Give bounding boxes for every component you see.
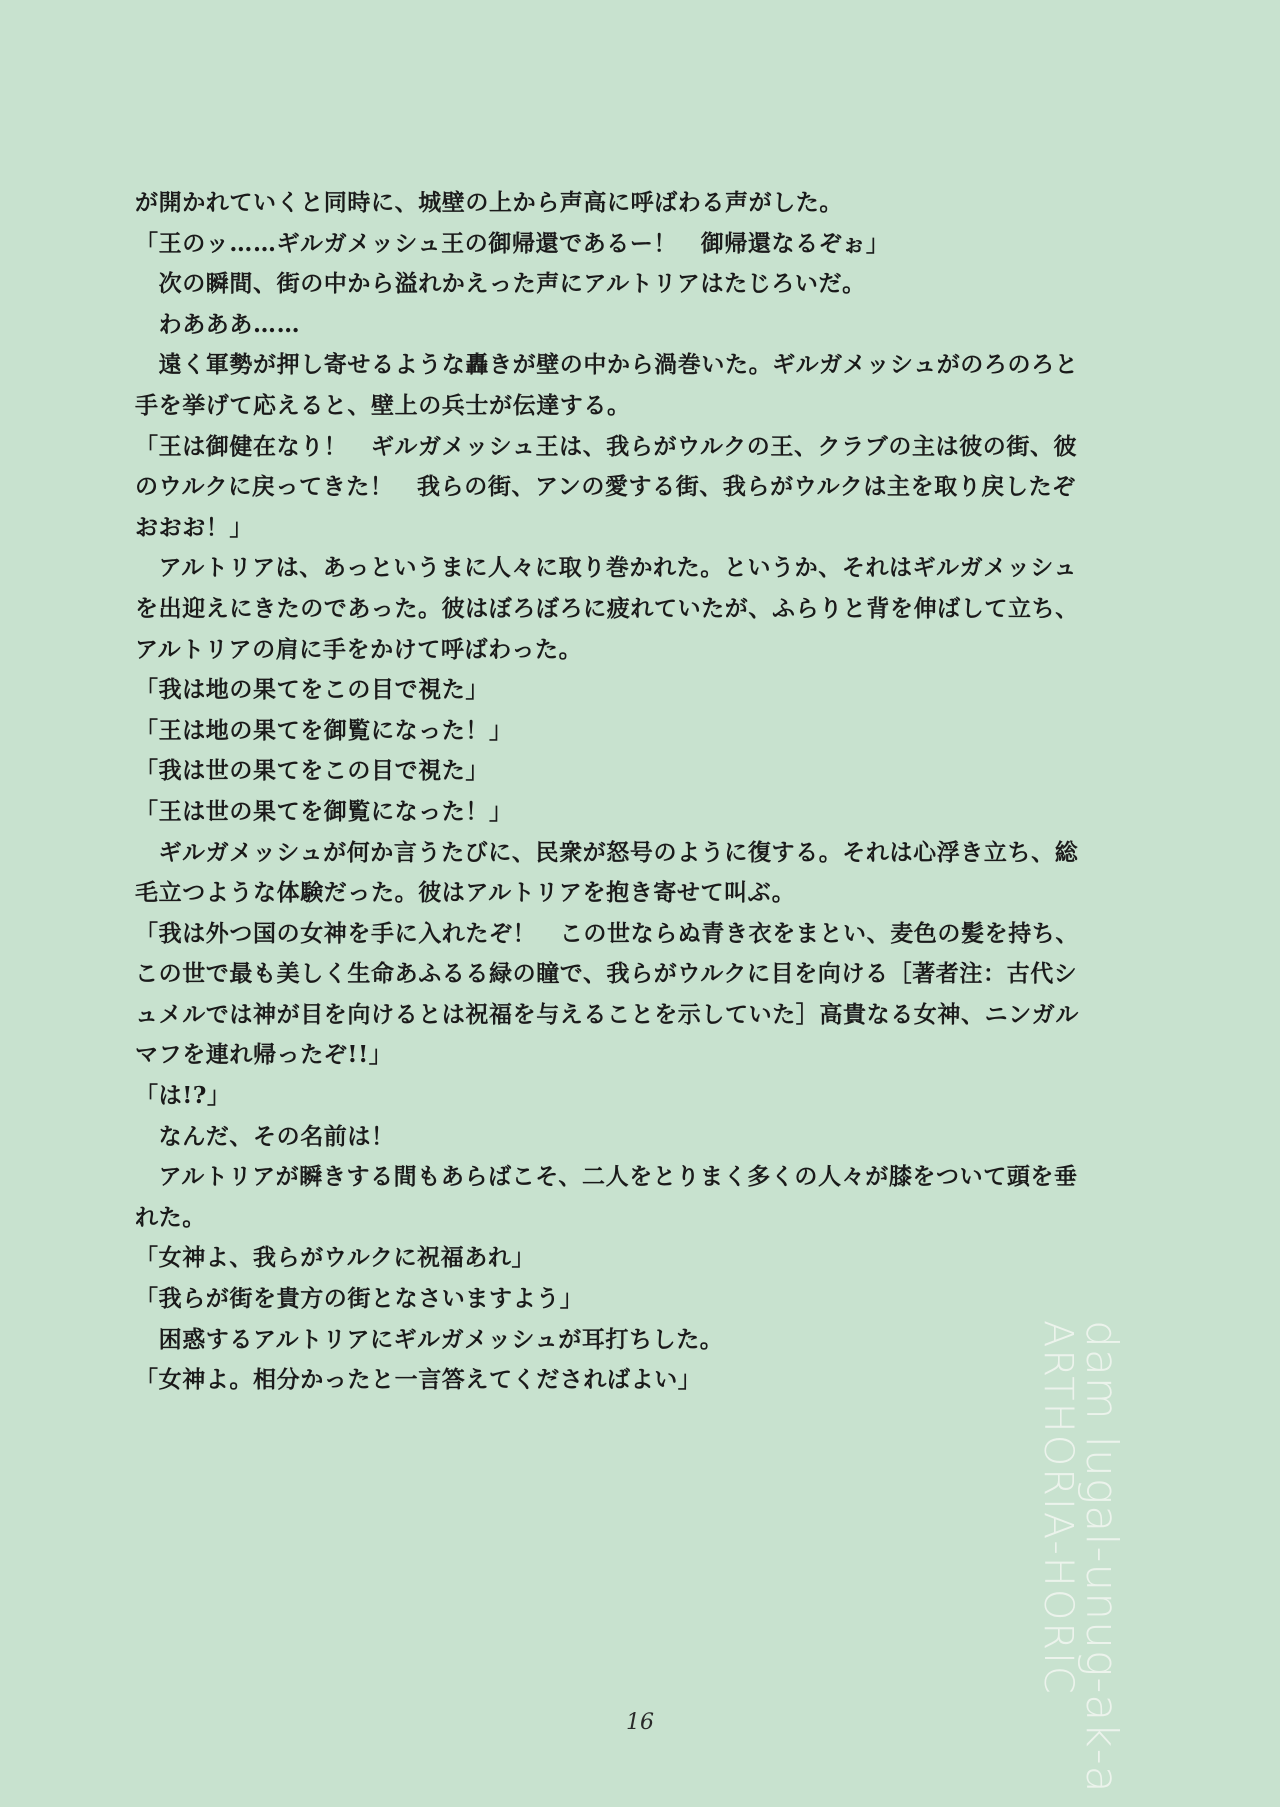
text-line: 「我は世の果てをこの目で視た」 [135, 757, 489, 785]
text-line: アルトリアの肩に手をかけて呼ばわった。 [135, 635, 583, 663]
text-line: アルトリアが瞬きする間もあらばこそ、二人をとりまく多くの人々が膝をついて頭を垂 [135, 1163, 1078, 1191]
text-line: わあああ…… [135, 310, 301, 338]
text-line: この世で最も美しく生命あふるる緑の瞳で、我らがウルクに目を向ける［著者注：古代シ [135, 960, 1078, 988]
text-line: おおお！」 [135, 513, 253, 541]
text-line: 毛立つような体験だった。彼はアルトリアを抱き寄せて叫ぶ。 [135, 879, 796, 907]
text-line: 手を挙げて応えると、壁上の兵士が伝達する。 [135, 391, 631, 419]
text-line: 困惑するアルトリアにギルガメッシュが耳打ちした。 [135, 1325, 724, 1353]
watermark-line-2: ARTHORIA-HORIC [1035, 1320, 1081, 1696]
text-line: 「王は世の果てを御覧になった！」 [135, 797, 513, 825]
text-line: 「我は地の果てをこの目で視た」 [135, 676, 489, 704]
page-number: 16 [626, 1710, 654, 1735]
text-line: なんだ、その名前は！ [135, 1122, 395, 1150]
text-line: 「王のッ……ギルガメッシュ王の御帰還であるー！ 御帰還なるぞぉ」 [135, 229, 890, 257]
text-line: マフを連れ帰ったぞ!!」 [135, 1041, 393, 1069]
text-line: 次の瞬間、街の中から溢れかえった声にアルトリアはたじろいだ。 [135, 270, 866, 298]
text-line: が開かれていくと同時に、城壁の上から声高に呼ばわる声がした。 [135, 189, 843, 216]
text-line: 「女神よ、我らがウルクに祝福あれ」 [135, 1244, 536, 1272]
text-line: のウルクに戻ってきた！ 我らの街、アンの愛する街、我らがウルクは主を取り戻したぞ [135, 473, 1076, 501]
watermark-line-1: dam lugal-unug-ak-a [1076, 1320, 1127, 1794]
text-line: 「我らが街を貴方の街となさいますよう」 [135, 1285, 584, 1313]
text-line: アルトリアは、あっというまに人々に取り巻かれた。というか、それはギルガメッシュ [135, 554, 1078, 582]
text-line: れた。 [135, 1203, 206, 1231]
text-line: を出迎えにきたのであった。彼はぼろぼろに疲れていたが、ふらりと背を伸ばして立ち、 [135, 594, 1079, 622]
vertical-watermark [1035, 1320, 1127, 1794]
text-line: 遠く軍勢が押し寄せるような轟きが壁の中から渦巻いた。ギルガメッシュがのろのろと [135, 351, 1079, 379]
text-line: 「王は地の果てを御覧になった！」 [135, 716, 513, 744]
text-line: ギルガメッシュが何か言うたびに、民衆が怒号のように復する。それは心浮き立ち、総 [135, 838, 1079, 866]
text-line: 「王は御健在なり！ ギルガメッシュ王は、我らがウルクの王、クラブの主は彼の街、彼 [135, 432, 1078, 460]
body-text [135, 183, 1135, 1401]
text-line: ュメルでは神が目を向けるとは祝福を与えることを示していた］高貴なる女神、ニンガル [135, 1000, 1079, 1028]
text-line: 「我は外つ国の女神を手に入れたぞ！ この世ならぬ青き衣をまとい、麦色の髪を持ち、 [135, 919, 1079, 947]
text-line: 「は!?」 [135, 1082, 231, 1110]
text-line: 「女神よ。相分かったと一言答えてくださればよい」 [135, 1366, 702, 1394]
